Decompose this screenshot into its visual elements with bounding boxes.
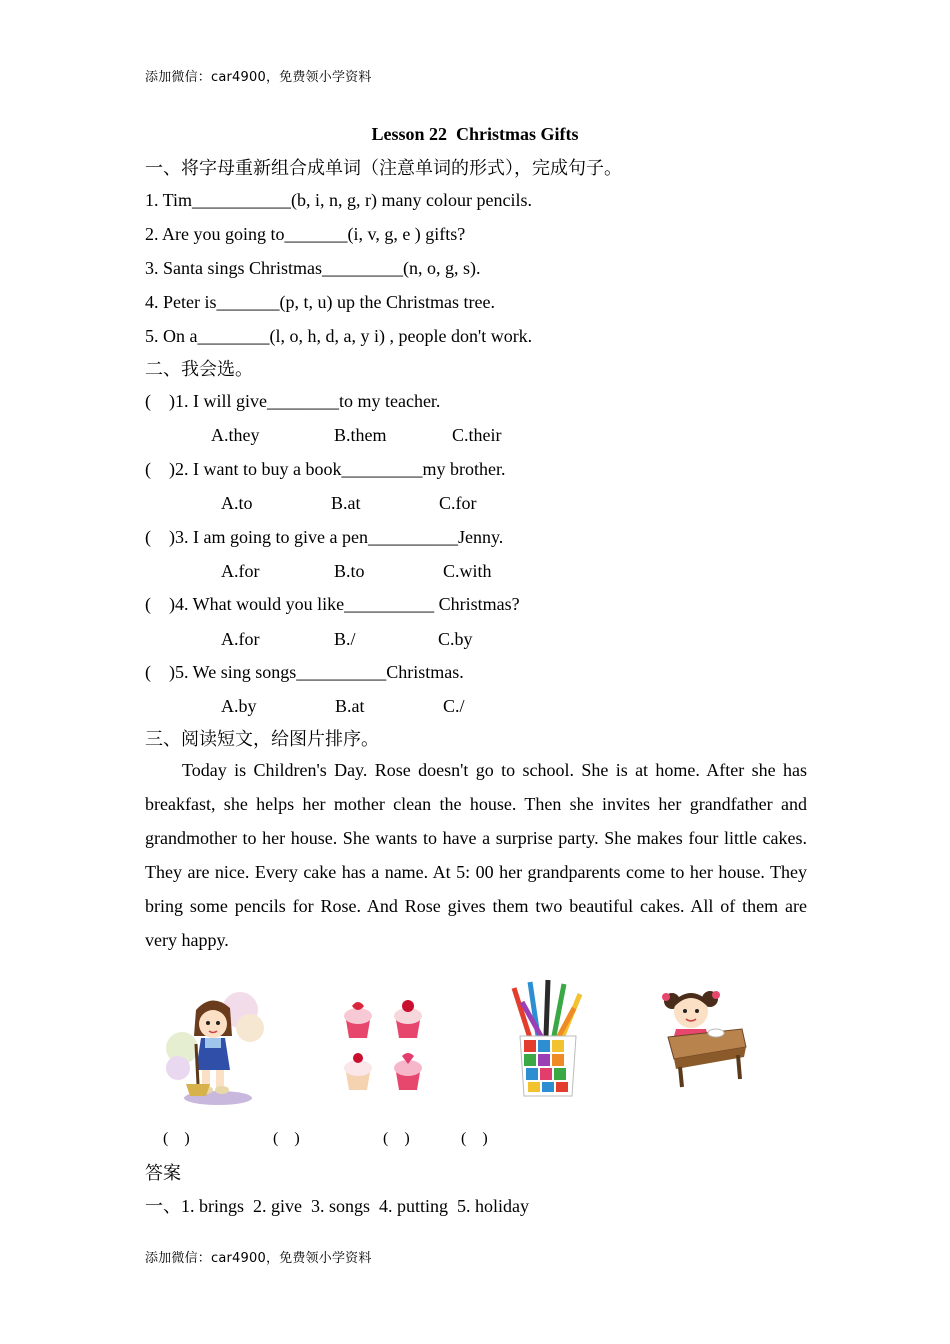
girl-at-desk-picture [654,985,754,1089]
section1-item-4: 4. Peter is_______(p, t, u) up the Christmas tree. [145,292,495,312]
question-3-option-c: C.with [443,561,492,581]
reading-passage [145,753,807,957]
answers-heading: 答案 [145,1163,181,1183]
section1-item-5: 5. On a________(l, o, h, d, a, y i) , people don't work. [145,326,533,346]
question-3-stem: ( )3. I am going to give a pen__________Jenny. [145,527,504,547]
footer-note: 添加微信：car4900，免费领小学资料 [145,1251,372,1266]
question-5-option-c: C./ [443,696,465,716]
picture-2-order-blank[interactable]: ( ) [273,1130,300,1147]
picture-3-order-blank[interactable]: ( ) [383,1130,410,1147]
question-4-option-a: A.for [221,629,260,649]
question-1-option-c: C.their [452,425,502,445]
section1-item-3: 3. Santa sings Christmas_________(n, o, g, s). [145,258,481,278]
girl-sweeping-picture [160,988,270,1108]
section1-item-1: 1. Tim___________(b, i, n, g, r) many colour pencils. [145,190,532,210]
question-1-stem: ( )1. I will give________to my teacher. [145,391,441,411]
question-2-stem: ( )2. I want to buy a book_________my brother. [145,459,506,479]
question-1-option-b: B.them [334,425,387,445]
picture-1-order-blank[interactable]: ( ) [163,1130,190,1147]
section3-heading: 三、阅读短文，给图片排序。 [145,729,379,749]
section1-item-2: 2. Are you going to_______(i, v, g, e ) gifts? [145,224,466,244]
question-2-option-a: A.to [221,493,253,513]
question-4-stem: ( )4. What would you like__________ Christmas? [145,594,520,614]
question-5-option-b: B.at [335,696,365,716]
lesson-title: Lesson 22 Christmas Gifts [371,124,579,144]
header-note: 添加微信：car4900，免费领小学资料 [145,70,372,85]
question-3-option-a: A.for [221,561,260,581]
question-4-option-c: C.by [438,629,473,649]
answers-section1: 一、1. brings 2. give 3. songs 4. putting 5. holiday [145,1196,529,1216]
question-2-option-b: B.at [331,493,361,513]
question-5-stem: ( )5. We sing songs__________Christmas. [145,662,464,682]
picture-4-order-blank[interactable]: ( ) [461,1130,488,1147]
reading-passage-text: Today is Children's Day. Rose doesn't go to school. She is at home. After she has breakfast, she helps her mother clean the house. Then she invites her grandfather and grandmother to her house. She wants to have a surprise party. She makes four little cakes. They are nice. Every cake has a name. At 5: 00 her grandparents come to her house. They bring some pencils for Rose. And Rose gives them two beautiful cakes. All of them are very happy. [145,760,807,950]
cupcakes-picture [332,992,432,1096]
pencil-cup-picture [500,978,592,1102]
section2-heading: 二、我会选。 [145,359,253,379]
question-1-option-a: A.they [211,425,260,445]
question-5-option-a: A.by [221,696,257,716]
question-3-option-b: B.to [334,561,365,581]
question-2-option-c: C.for [439,493,477,513]
section1-heading: 一、将字母重新组合成单词（注意单词的形式），完成句子。 [145,158,622,178]
question-4-option-b: B./ [334,629,356,649]
